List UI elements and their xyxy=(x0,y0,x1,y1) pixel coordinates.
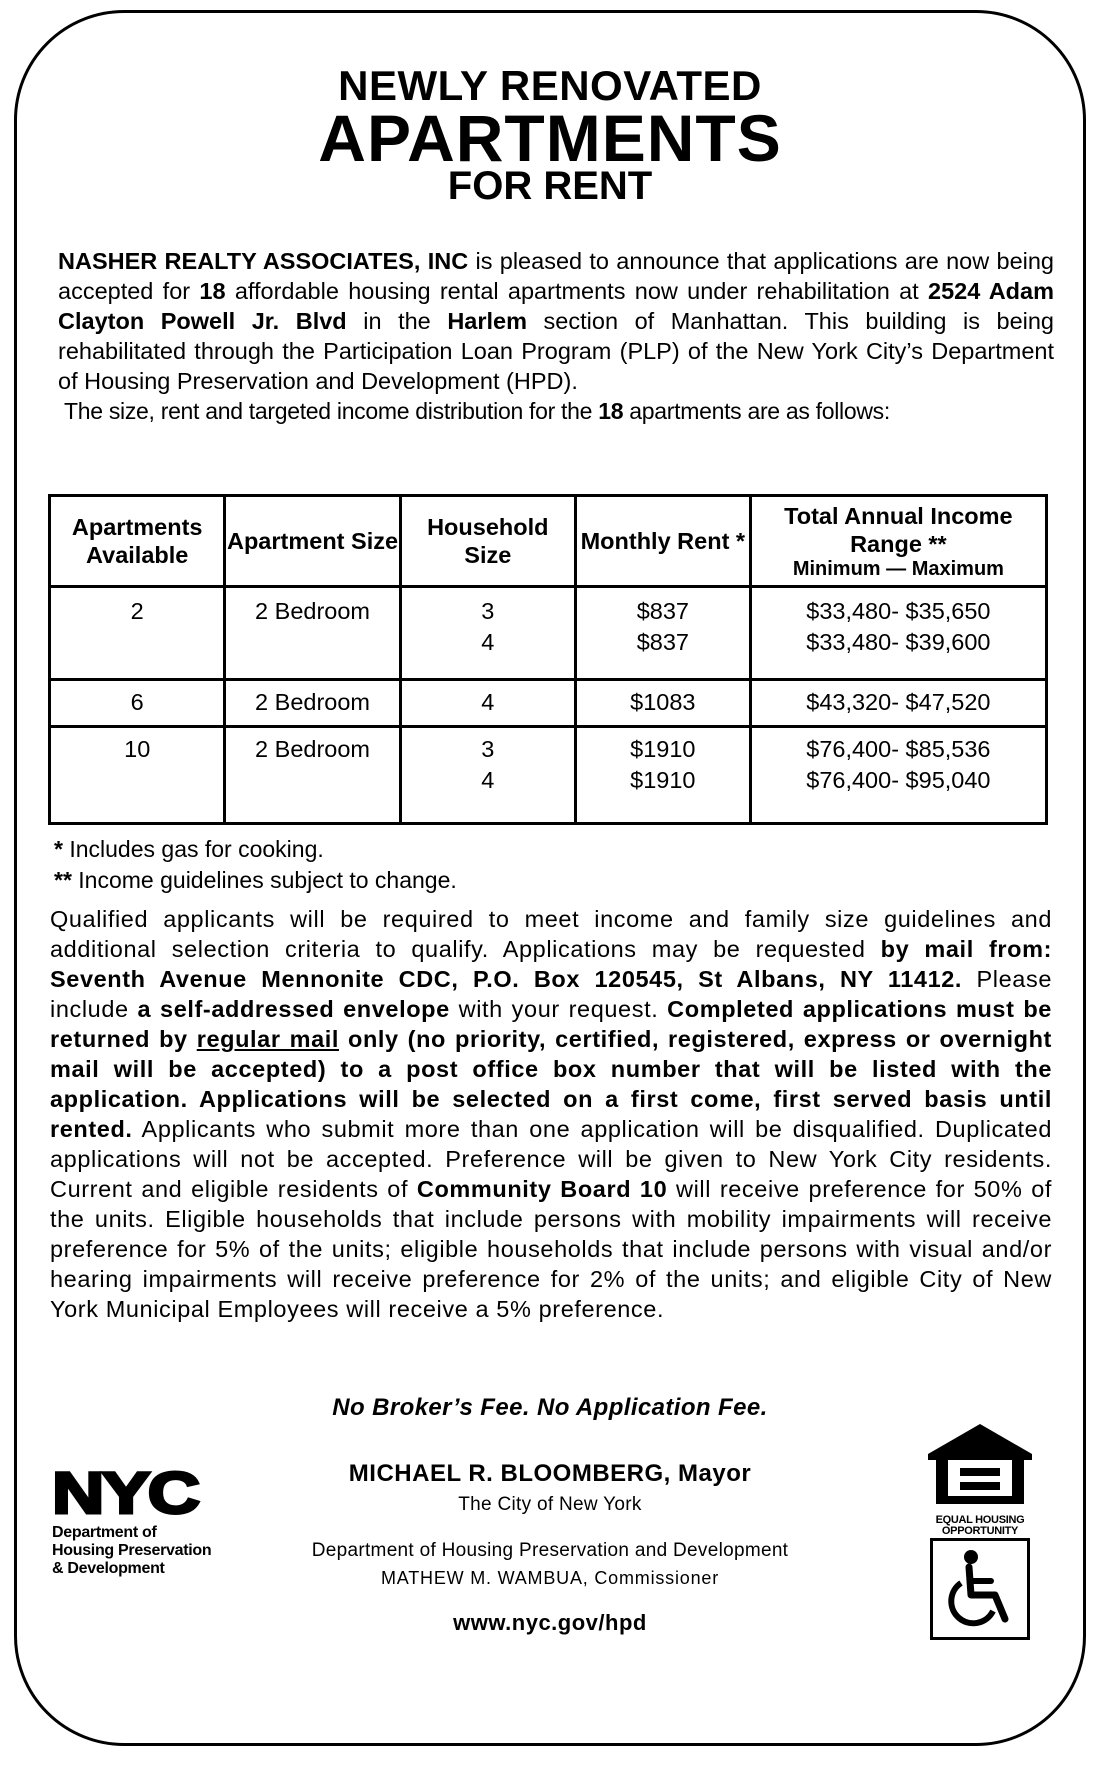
table-row xyxy=(50,587,1047,680)
body-text: with your request. xyxy=(449,996,668,1022)
cell-income-line: $33,480- $35,650 xyxy=(806,598,991,624)
intro-paragraph xyxy=(58,246,1054,396)
community-board: Community Board 10 xyxy=(416,1176,668,1202)
footnote-text: Includes gas for cooking. xyxy=(62,836,324,862)
nyc-logo-line: Housing Preservation xyxy=(52,1542,212,1559)
body-text: Applicants who submit more than one application will be disqualified. Duplicated applications will not be accepted. Preference will be given to New York City residents. Current and eligible residents of xyxy=(50,1116,1052,1202)
wheelchair-icon xyxy=(933,1541,1027,1637)
cell-household: 4 xyxy=(400,680,575,727)
nyc-logo-mark: NYC xyxy=(52,1461,198,1526)
cell-income: $43,320- $47,520 xyxy=(750,680,1046,727)
website-url: www.nyc.gov/hpd xyxy=(453,1610,647,1635)
department-name: Department of Housing Preservation and Development xyxy=(311,1540,789,1561)
table-row xyxy=(50,727,1047,824)
body-bold: only (no priority, certified, registered, express or overnight mail will be accepted) to a post office box number that will be listed with the application. Applications will be selected on a first come, first served basis until rented. xyxy=(50,1026,1052,1142)
headline-apartments: APARTMENTS xyxy=(318,101,782,175)
footnote-gas xyxy=(54,834,457,865)
header-income xyxy=(750,496,1046,587)
mailing-address: by mail from: Seventh Avenue Mennonite CDC, P.O. Box 120545, St Albans, NY 11412. xyxy=(50,936,1052,992)
company-name: NASHER REALTY ASSOCIATES, INC xyxy=(58,248,469,274)
equal-housing-logo xyxy=(920,1420,1040,1537)
cell-rent: $1083 xyxy=(575,680,750,727)
footnote-mark: * xyxy=(54,836,63,862)
cell-income xyxy=(750,587,1046,680)
equal-housing-caption xyxy=(920,1515,1040,1537)
cell-rent-line: $1910 xyxy=(630,767,696,793)
mayor-name: MICHAEL R. BLOOMBERG, Mayor xyxy=(348,1460,752,1487)
cell-household-line: 3 xyxy=(481,736,495,762)
nyc-logo-text xyxy=(52,1524,252,1578)
body-bold: a self-addressed envelope xyxy=(137,996,450,1022)
headline-for-rent: FOR RENT xyxy=(447,164,653,208)
cell-household-line: 3 xyxy=(481,598,495,624)
apartment-count: 18 xyxy=(199,278,226,304)
header-income-label: Total Annual Income Range ** xyxy=(784,503,1013,557)
nyc-logo-line: Department of xyxy=(52,1524,157,1541)
no-fees-notice: No Broker’s Fee. No Application Fee. xyxy=(332,1394,768,1421)
cell-income-line: $76,400- $95,040 xyxy=(806,767,991,793)
cell-size: 2 Bedroom xyxy=(225,727,400,824)
building-address: 2524 Adam Clayton Powell Jr. Blvd xyxy=(58,278,1054,334)
header-rent: Monthly Rent * xyxy=(575,496,750,587)
eho-line: OPPORTUNITY xyxy=(941,1525,1019,1537)
cell-rent-line: $837 xyxy=(636,629,689,655)
cell-income-line: $76,400- $85,536 xyxy=(806,736,991,762)
footnote-mark: ** xyxy=(54,867,72,893)
regular-mail-underline: regular mail xyxy=(196,1026,339,1052)
apartment-table xyxy=(48,494,1048,825)
cell-household xyxy=(400,727,575,824)
cell-rent xyxy=(575,587,750,680)
cell-available: 6 xyxy=(50,680,225,727)
eho-line: EQUAL HOUSING xyxy=(935,1514,1025,1526)
cell-available: 2 xyxy=(50,587,225,680)
intro-text-1: is pleased to announce that applications are now being accepted for xyxy=(58,248,1054,304)
cell-household-line: 4 xyxy=(481,767,495,793)
body-text: Please include xyxy=(50,966,1052,1022)
cell-rent-line: $1910 xyxy=(630,736,696,762)
body-bold: Completed applications must be returned by xyxy=(50,996,1052,1052)
intro-text-6: apartments are as follows: xyxy=(623,398,890,424)
nyc-logo-line: & Development xyxy=(52,1560,165,1577)
table-header-row xyxy=(50,496,1047,587)
cell-available: 10 xyxy=(50,727,225,824)
cell-rent xyxy=(575,727,750,824)
intro-text-3: in the xyxy=(346,308,448,334)
cell-household xyxy=(400,587,575,680)
headline-newly-renovated: NEWLY RENOVATED xyxy=(338,62,762,109)
cell-income-line: $33,480- $39,600 xyxy=(806,629,991,655)
distribution-intro xyxy=(64,396,1054,426)
body-text: will receive preference for 50% of the units. Eligible households that include persons with mobility impairments will receive preference for 5% of the units; eligible households that include persons with visual and/or hearing impairments will receive preference for 2% of the units; and eligible City of New York Municipal Employees will receive a 5% preference. xyxy=(50,1176,1053,1322)
equal-housing-house-icon xyxy=(920,1420,1040,1510)
cell-size: 2 Bedroom xyxy=(225,680,400,727)
cell-household-line: 4 xyxy=(481,629,495,655)
header-available: Apartments Available xyxy=(50,496,225,587)
neighborhood: Harlem xyxy=(447,308,527,334)
table-row xyxy=(50,680,1047,727)
footnote-income xyxy=(54,865,457,896)
intro-text-4: section of Manhattan. This building is being rehabilitated through the Participation Loan Program (PLP) of the New York City’s Department of Housing Preservation and Development (HPD). xyxy=(58,308,1055,394)
city-name: The City of New York xyxy=(458,1494,642,1515)
body-text: Qualified applicants will be required to meet income and family size guidelines and additional selection criteria to qualify. Applications may be requested xyxy=(50,906,1052,962)
intro-text-5: The size, rent and targeted income distribution for the xyxy=(64,398,599,424)
intro-text-2: affordable housing rental apartments now under rehabilitation at xyxy=(225,278,928,304)
footnotes xyxy=(54,834,457,896)
cell-size: 2 Bedroom xyxy=(225,587,400,680)
header-size: Apartment Size xyxy=(225,496,400,587)
cell-income xyxy=(750,727,1046,824)
commissioner-name: MATHEW M. WAMBUA, Commissioner xyxy=(380,1568,719,1588)
nyc-hpd-logo xyxy=(52,1461,252,1578)
cell-rent-line: $837 xyxy=(636,598,689,624)
footnote-text: Income guidelines subject to change. xyxy=(71,867,457,893)
apartment-count-2: 18 xyxy=(598,398,624,424)
application-instructions xyxy=(50,904,1052,1324)
header-household: Household Size xyxy=(400,496,575,587)
header-income-sub: Minimum — Maximum xyxy=(792,558,1004,580)
accessibility-logo xyxy=(930,1538,1030,1640)
